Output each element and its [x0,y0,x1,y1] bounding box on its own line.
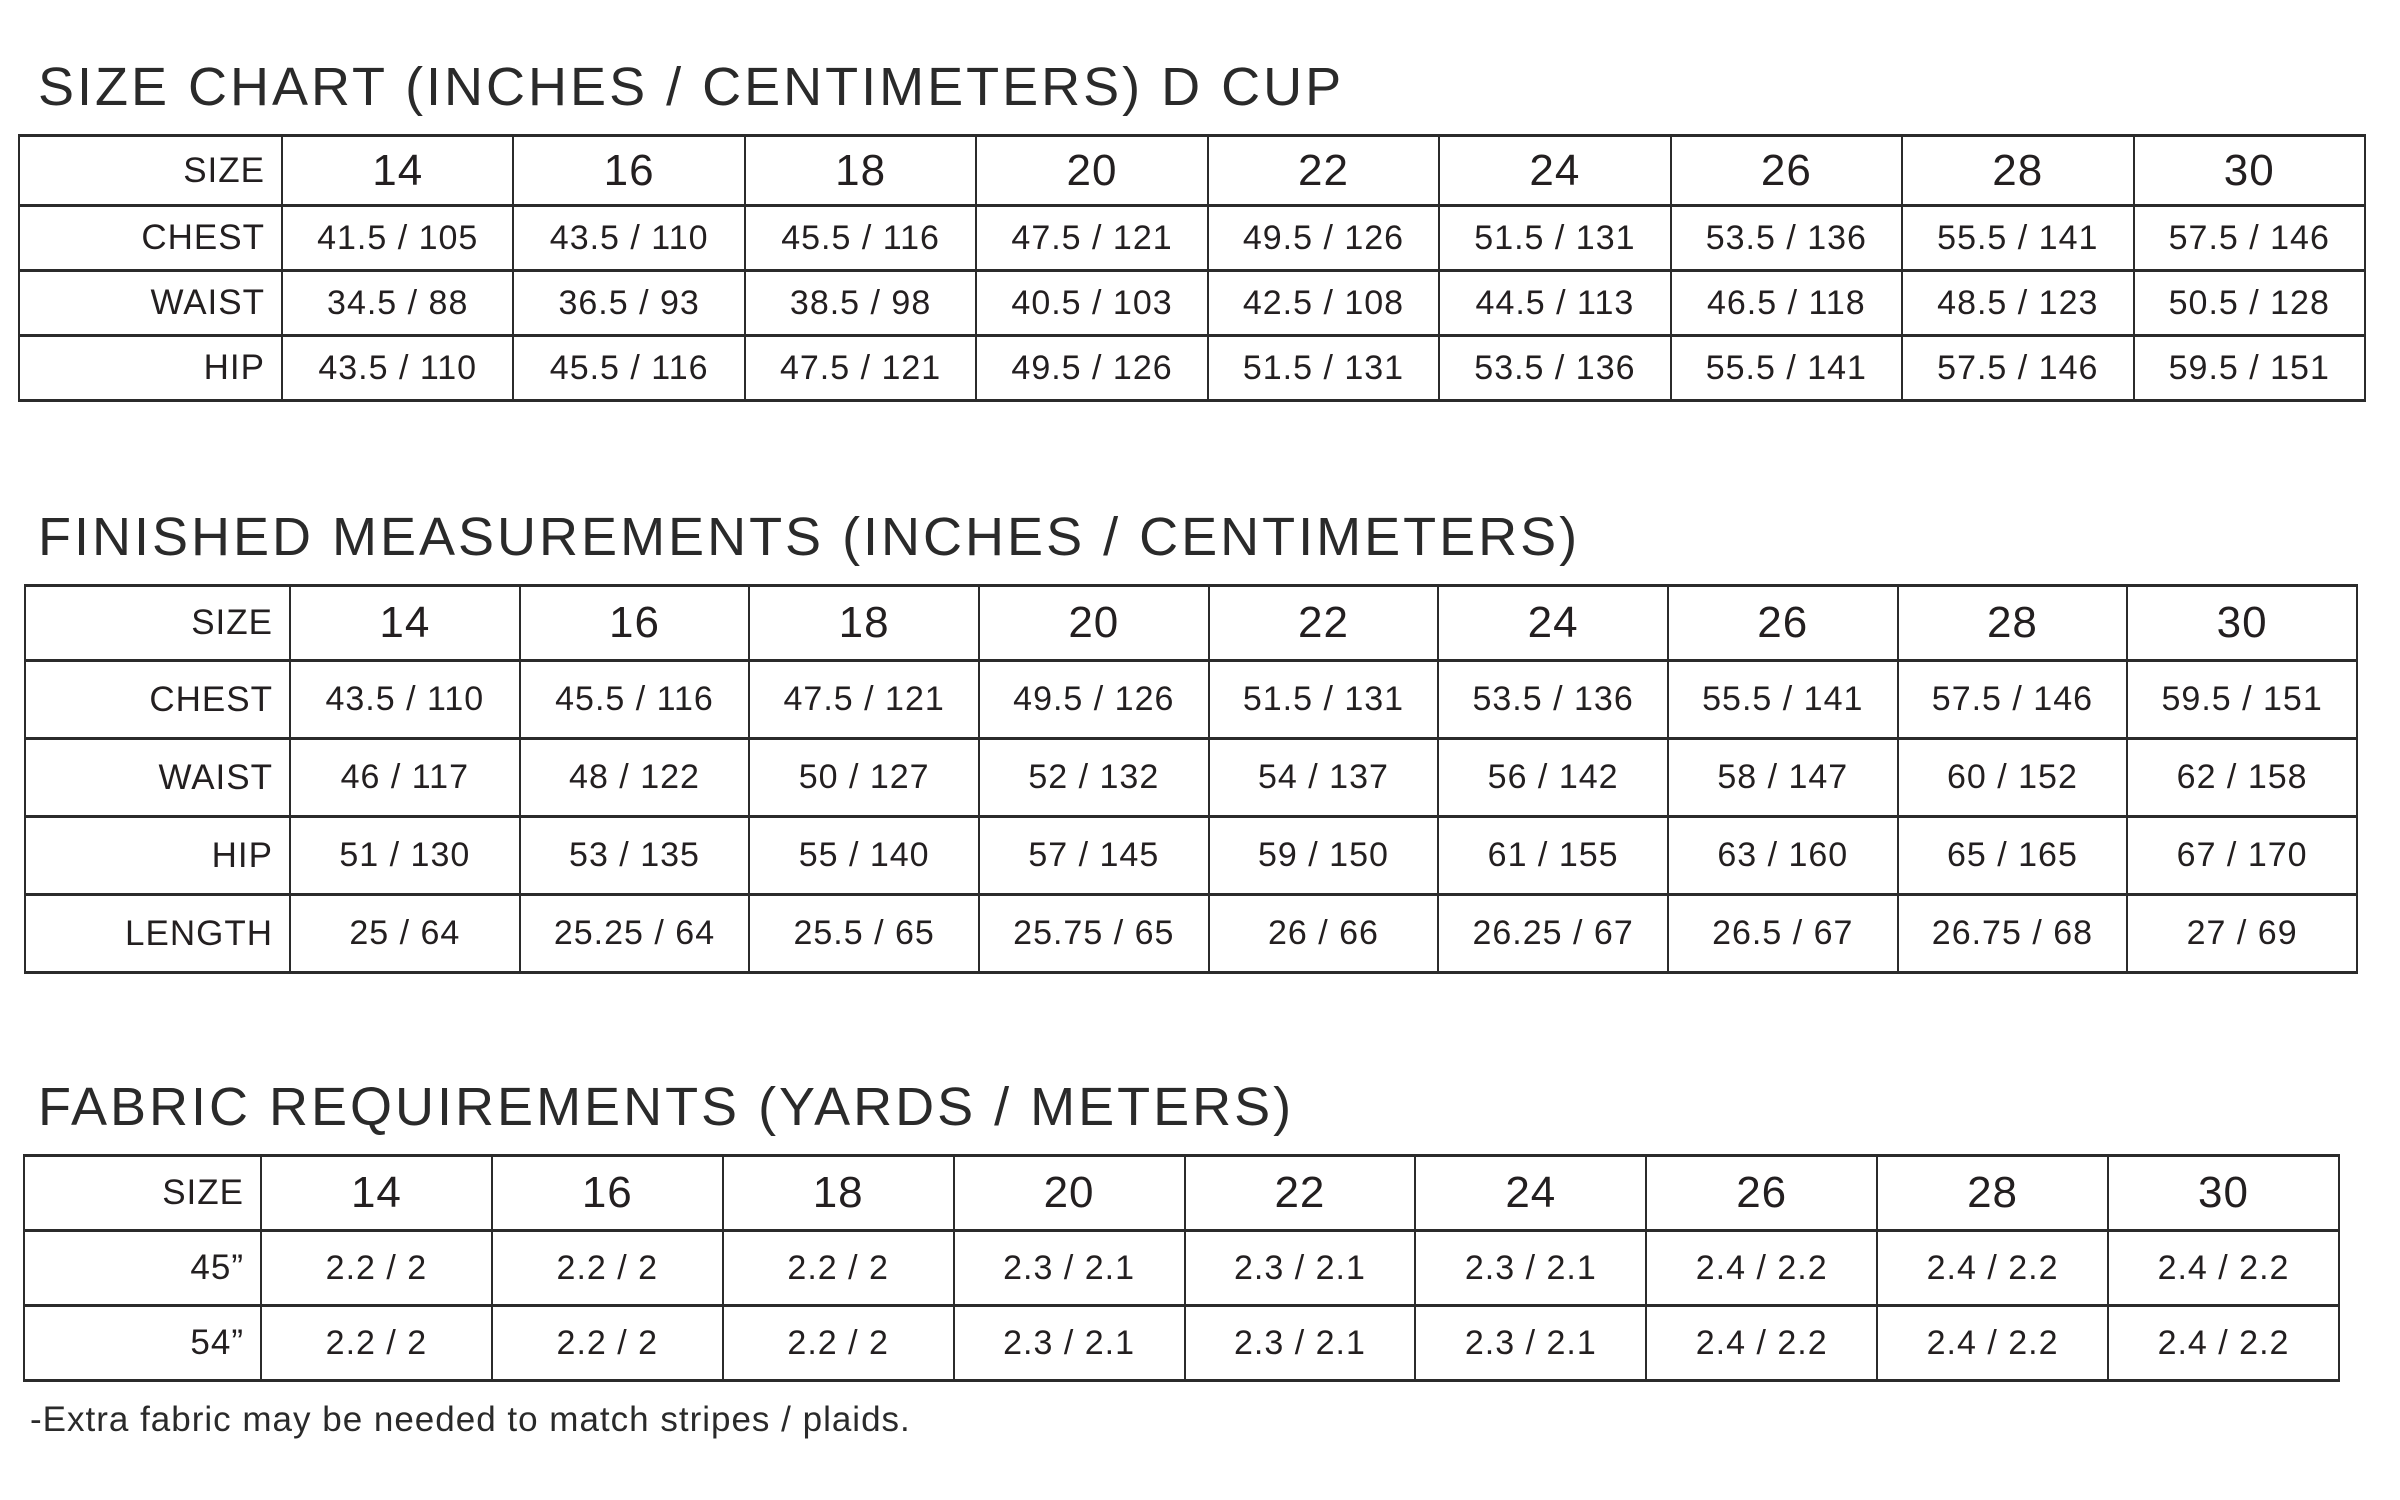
size-chart-table [18,134,2366,402]
measurement-cell: 65 / 165 [1898,817,2128,895]
size-column-header: 26 [1668,586,1898,661]
row-label: WAIST [19,271,282,336]
measurement-cell: 57.5 / 146 [1902,336,2133,401]
finished-measurements-title: FINISHED MEASUREMENTS (INCHES / CENTIMETERS) [38,507,1581,567]
row-label: 45” [24,1231,261,1306]
measurement-cell: 45.5 / 116 [520,661,750,739]
table-row [25,739,2357,817]
measurement-cell: 42.5 / 108 [1208,271,1439,336]
measurement-cell: 2.3 / 2.1 [1415,1306,1646,1381]
table-header-row [19,136,2365,206]
measurement-cell: 2.3 / 2.1 [1185,1231,1416,1306]
measurement-cell: 25.5 / 65 [749,895,979,973]
measurement-cell: 55 / 140 [749,817,979,895]
measurement-cell: 2.3 / 2.1 [1415,1231,1646,1306]
size-column-header: 28 [1898,586,2128,661]
measurement-cell: 36.5 / 93 [513,271,744,336]
measurement-cell: 47.5 / 121 [745,336,976,401]
measurement-cell: 47.5 / 121 [976,206,1207,271]
measurement-cell: 2.2 / 2 [261,1306,492,1381]
measurement-cell: 53.5 / 136 [1438,661,1668,739]
measurement-cell: 2.4 / 2.2 [1646,1231,1877,1306]
measurement-cell: 43.5 / 110 [513,206,744,271]
fabric-requirements-section [0,1076,2400,1440]
fabric-requirements-title: FABRIC REQUIREMENTS (YARDS / METERS) [38,1077,1295,1137]
table-row [24,1306,2339,1381]
measurement-cell: 2.3 / 2.1 [954,1231,1185,1306]
measurement-cell: 53 / 135 [520,817,750,895]
table-header-row [25,586,2357,661]
size-column-header: 20 [954,1156,1185,1231]
measurement-cell: 60 / 152 [1898,739,2128,817]
size-column-header: 22 [1208,136,1439,206]
measurement-cell: 27 / 69 [2127,895,2357,973]
size-column-header: 16 [520,586,750,661]
table-row [25,817,2357,895]
measurement-cell: 2.4 / 2.2 [1646,1306,1877,1381]
measurement-cell: 57 / 145 [979,817,1209,895]
size-column-header: 16 [513,136,744,206]
measurement-cell: 46 / 117 [290,739,520,817]
measurement-cell: 40.5 / 103 [976,271,1207,336]
measurement-cell: 49.5 / 126 [1208,206,1439,271]
measurement-cell: 59 / 150 [1209,817,1439,895]
measurement-cell: 56 / 142 [1438,739,1668,817]
measurement-cell: 25.25 / 64 [520,895,750,973]
table-row [25,661,2357,739]
measurement-cell: 47.5 / 121 [749,661,979,739]
extra-fabric-footnote: -Extra fabric may be needed to match stripes / plaids. [30,1400,911,1439]
measurement-cell: 43.5 / 110 [282,336,513,401]
measurement-cell: 57.5 / 146 [1898,661,2128,739]
measurement-cell: 2.2 / 2 [723,1231,954,1306]
measurement-cell: 45.5 / 116 [513,336,744,401]
measurement-cell: 46.5 / 118 [1671,271,1902,336]
measurement-cell: 2.3 / 2.1 [1185,1306,1416,1381]
measurement-cell: 53.5 / 136 [1671,206,1902,271]
measurement-cell: 2.2 / 2 [723,1306,954,1381]
size-column-header: 30 [2134,136,2366,206]
measurement-cell: 48.5 / 123 [1902,271,2133,336]
measurement-cell: 62 / 158 [2127,739,2357,817]
measurement-cell: 50.5 / 128 [2134,271,2366,336]
measurement-cell: 57.5 / 146 [2134,206,2366,271]
table-row [19,206,2365,271]
size-column-header: 28 [1877,1156,2108,1231]
row-label: CHEST [25,661,290,739]
measurement-cell: 49.5 / 126 [979,661,1209,739]
table-row [24,1231,2339,1306]
measurement-cell: 45.5 / 116 [745,206,976,271]
measurement-cell: 59.5 / 151 [2134,336,2366,401]
size-column-header: 20 [979,586,1209,661]
measurement-cell: 49.5 / 126 [976,336,1207,401]
table-row [19,336,2365,401]
table-row [25,895,2357,973]
size-column-header: 24 [1438,586,1668,661]
measurement-cell: 59.5 / 151 [2127,661,2357,739]
row-label: WAIST [25,739,290,817]
row-label: CHEST [19,206,282,271]
measurement-cell: 26.75 / 68 [1898,895,2128,973]
size-column-header: 26 [1671,136,1902,206]
size-column-header: 14 [282,136,513,206]
measurement-cell: 55.5 / 141 [1902,206,2133,271]
measurement-cell: 51.5 / 131 [1209,661,1439,739]
table-row [19,271,2365,336]
size-column-header: 28 [1902,136,2133,206]
measurement-cell: 48 / 122 [520,739,750,817]
size-column-header: 30 [2127,586,2357,661]
measurement-cell: 53.5 / 136 [1439,336,1670,401]
measurement-cell: 38.5 / 98 [745,271,976,336]
measurement-cell: 2.4 / 2.2 [2108,1306,2339,1381]
size-column-header: 24 [1415,1156,1646,1231]
size-column-header: 16 [492,1156,723,1231]
measurement-cell: 43.5 / 110 [290,661,520,739]
measurement-cell: 25 / 64 [290,895,520,973]
measurement-cell: 67 / 170 [2127,817,2357,895]
measurement-cell: 54 / 137 [1209,739,1439,817]
measurement-cell: 52 / 132 [979,739,1209,817]
measurement-cell: 55.5 / 141 [1671,336,1902,401]
size-column-header: 22 [1185,1156,1416,1231]
size-column-header: 20 [976,136,1207,206]
measurement-cell: 2.4 / 2.2 [1877,1231,2108,1306]
size-column-header: 18 [749,586,979,661]
size-column-header: 24 [1439,136,1670,206]
size-chart-section [0,0,2400,402]
finished-measurements-section [0,506,2400,974]
size-header-label: SIZE [25,586,290,661]
size-chart-title: SIZE CHART (INCHES / CENTIMETERS) D CUP [38,57,1345,117]
table-header-row [24,1156,2339,1231]
measurement-cell: 51.5 / 131 [1439,206,1670,271]
measurement-cell: 61 / 155 [1438,817,1668,895]
row-label: HIP [19,336,282,401]
measurement-cell: 63 / 160 [1668,817,1898,895]
row-label: HIP [25,817,290,895]
finished-measurements-table [24,584,2358,974]
size-header-label: SIZE [24,1156,261,1231]
measurement-cell: 41.5 / 105 [282,206,513,271]
size-header-label: SIZE [19,136,282,206]
measurement-cell: 58 / 147 [1668,739,1898,817]
measurement-cell: 34.5 / 88 [282,271,513,336]
size-column-header: 14 [261,1156,492,1231]
measurement-cell: 25.75 / 65 [979,895,1209,973]
row-label: 54” [24,1306,261,1381]
measurement-cell: 26.5 / 67 [1668,895,1898,973]
size-column-header: 18 [723,1156,954,1231]
measurement-cell: 2.3 / 2.1 [954,1306,1185,1381]
size-column-header: 30 [2108,1156,2339,1231]
measurement-cell: 50 / 127 [749,739,979,817]
measurement-cell: 2.4 / 2.2 [2108,1231,2339,1306]
measurement-cell: 2.2 / 2 [261,1231,492,1306]
measurement-cell: 55.5 / 141 [1668,661,1898,739]
fabric-requirements-table [23,1154,2340,1382]
measurement-cell: 2.4 / 2.2 [1877,1306,2108,1381]
size-column-header: 14 [290,586,520,661]
measurement-cell: 26.25 / 67 [1438,895,1668,973]
row-label: LENGTH [25,895,290,973]
measurement-cell: 2.2 / 2 [492,1306,723,1381]
measurement-cell: 2.2 / 2 [492,1231,723,1306]
measurement-cell: 26 / 66 [1209,895,1439,973]
size-column-header: 22 [1209,586,1439,661]
measurement-cell: 51.5 / 131 [1208,336,1439,401]
measurement-cell: 44.5 / 113 [1439,271,1670,336]
size-column-header: 18 [745,136,976,206]
size-column-header: 26 [1646,1156,1877,1231]
measurement-cell: 51 / 130 [290,817,520,895]
